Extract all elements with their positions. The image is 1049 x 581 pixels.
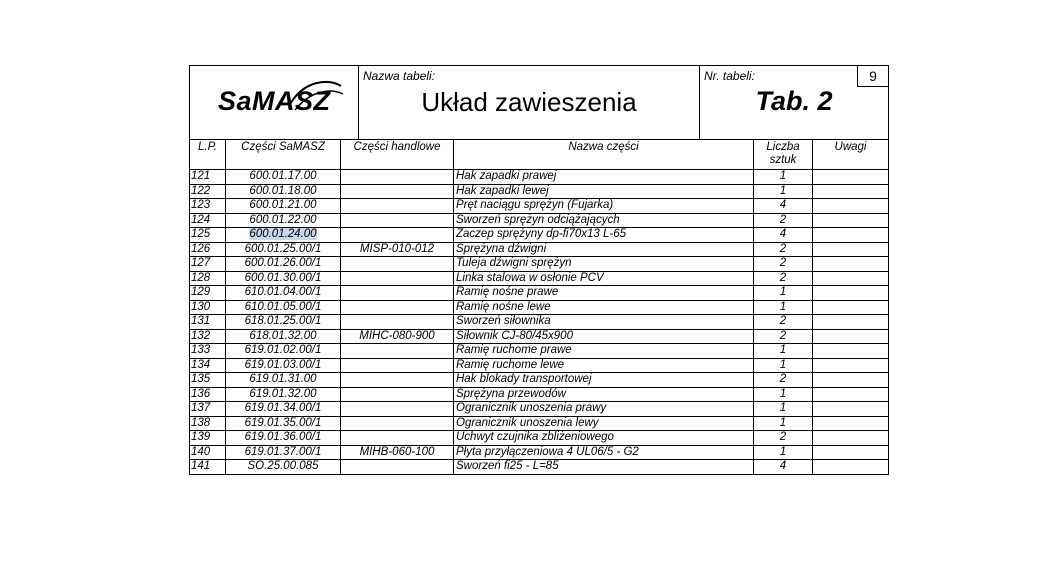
table-name-cell (359, 66, 700, 140)
cell-samasz-text: 619.01.36.00/1 (244, 431, 322, 444)
cell-liczba-text: 1 (779, 402, 787, 415)
cell-nazwa[interactable] (454, 402, 754, 417)
cell-handlowe[interactable] (341, 184, 454, 199)
cell-handlowe[interactable] (341, 300, 454, 315)
cell-nazwa-text: Pręt naciągu sprężyn (Fujarka) (456, 199, 614, 212)
cell-nazwa-text: Ogranicznik unoszenia lewy (456, 416, 599, 429)
cell-nazwa-text: Hak blokady transportowej (456, 373, 592, 386)
cell-uwagi[interactable] (813, 228, 889, 243)
table-row (190, 445, 889, 460)
cell-nazwa-text: Sprężyna przewodów (456, 387, 566, 400)
cell-lp[interactable] (190, 257, 226, 272)
cell-samasz[interactable] (226, 170, 341, 185)
cell-liczba[interactable] (754, 271, 813, 286)
cell-handlowe[interactable] (341, 387, 454, 402)
cell-nazwa[interactable] (454, 329, 754, 344)
cell-lp[interactable] (190, 213, 226, 228)
header-table (189, 65, 889, 140)
table-row (190, 460, 889, 475)
cell-samasz[interactable] (226, 257, 341, 272)
cell-samasz-text: 600.01.17.00 (249, 170, 317, 183)
table-row (190, 300, 889, 315)
cell-liczba-text: 4 (779, 199, 787, 212)
cell-samasz[interactable] (226, 184, 341, 199)
cell-nazwa-text: Sprężyna dźwigni (456, 242, 547, 255)
cell-samasz-text: 610.01.05.00/1 (244, 300, 322, 313)
table-row (190, 416, 889, 431)
cell-nazwa-text: Ramię ruchome prawe (456, 344, 572, 357)
cell-nazwa[interactable] (454, 300, 754, 315)
cell-nazwa[interactable] (454, 286, 754, 301)
cell-samasz-text: 600.01.30.00/1 (244, 271, 322, 284)
cell-lp-text: 123 (191, 199, 211, 212)
cell-uwagi[interactable] (813, 199, 889, 214)
table-row (190, 329, 889, 344)
cell-nazwa[interactable] (454, 213, 754, 228)
table-row (190, 358, 889, 373)
cell-samasz[interactable] (226, 228, 341, 243)
cell-lp[interactable] (190, 315, 226, 330)
cell-samasz[interactable] (226, 213, 341, 228)
cell-handlowe-text: MIHB-060-100 (359, 445, 435, 458)
page-number: 9 (857, 66, 888, 87)
cell-handlowe[interactable] (341, 242, 454, 257)
cell-uwagi[interactable] (813, 257, 889, 272)
cell-liczba-text: 1 (779, 170, 787, 183)
table-row (190, 228, 889, 243)
cell-samasz[interactable] (226, 358, 341, 373)
cell-liczba[interactable] (754, 286, 813, 301)
table-name: Układ zawieszenia (421, 87, 637, 117)
cell-liczba-text: 1 (779, 300, 787, 313)
cell-lp[interactable] (190, 373, 226, 388)
cell-lp[interactable] (190, 242, 226, 257)
cell-nazwa-text: Ogranicznik unoszenia prawy (456, 402, 607, 415)
col-liczba (754, 140, 813, 170)
cell-samasz-text: 619.01.31.00 (249, 373, 317, 386)
cell-lp[interactable] (190, 170, 226, 185)
cell-liczba[interactable] (754, 416, 813, 431)
table-number-cell (700, 66, 889, 140)
cell-lp[interactable] (190, 460, 226, 475)
cell-lp[interactable] (190, 228, 226, 243)
cell-liczba[interactable] (754, 445, 813, 460)
cell-nazwa-text: Linka stalowa w osłonie PCV (456, 271, 604, 284)
cell-samasz-text: 619.01.35.00/1 (244, 416, 322, 429)
cell-handlowe[interactable] (341, 228, 454, 243)
cell-handlowe[interactable] (341, 445, 454, 460)
cell-handlowe[interactable] (341, 344, 454, 359)
cell-lp-text: 121 (191, 170, 211, 183)
cell-uwagi[interactable] (813, 344, 889, 359)
cell-samasz-text: SO.25.00.085 (247, 460, 319, 473)
cell-liczba[interactable] (754, 257, 813, 272)
cell-lp-text: 138 (191, 416, 211, 429)
cell-uwagi[interactable] (813, 170, 889, 185)
cell-nazwa-text: Płyta przyłączeniowa 4 UL06/5 - G2 (456, 445, 639, 458)
cell-handlowe[interactable] (341, 329, 454, 344)
cell-uwagi[interactable] (813, 300, 889, 315)
cell-samasz-text: 618.01.32.00 (249, 329, 317, 342)
cell-handlowe[interactable] (341, 416, 454, 431)
cell-uwagi[interactable] (813, 242, 889, 257)
cell-lp[interactable] (190, 402, 226, 417)
cell-nazwa-text: Tuleja dźwigni sprężyn (456, 257, 572, 270)
cell-uwagi[interactable] (813, 387, 889, 402)
cell-samasz[interactable] (226, 445, 341, 460)
table-name-caption: Nazwa tabeli: (363, 69, 436, 83)
cell-uwagi[interactable] (813, 315, 889, 330)
cell-lp[interactable] (190, 387, 226, 402)
cell-nazwa[interactable] (454, 358, 754, 373)
cell-samasz-text: 610.01.04.00/1 (244, 286, 322, 299)
cell-liczba-text: 1 (779, 416, 787, 429)
cell-handlowe[interactable] (341, 199, 454, 214)
cell-lp-text: 137 (191, 402, 211, 415)
cell-samasz[interactable] (226, 329, 341, 344)
cell-lp-text: 136 (191, 387, 211, 400)
parts-table (189, 139, 889, 475)
cell-nazwa[interactable] (454, 416, 754, 431)
cell-samasz-text: 619.01.32.00 (249, 387, 317, 400)
cell-liczba-text: 2 (779, 373, 787, 386)
cell-liczba[interactable] (754, 300, 813, 315)
cell-lp-text: 140 (191, 445, 211, 458)
cell-lp[interactable] (190, 199, 226, 214)
col-nazwa: Nazwa części (454, 140, 754, 170)
cell-lp-text: 135 (191, 373, 211, 386)
cell-uwagi[interactable] (813, 431, 889, 446)
cell-liczba-text: 2 (779, 431, 787, 444)
cell-samasz[interactable] (226, 300, 341, 315)
cell-liczba[interactable] (754, 242, 813, 257)
cell-handlowe[interactable] (341, 358, 454, 373)
cell-lp-text: 127 (191, 257, 211, 270)
cell-liczba[interactable] (754, 329, 813, 344)
cell-uwagi[interactable] (813, 402, 889, 417)
cell-liczba[interactable] (754, 184, 813, 199)
parts-sheet (189, 65, 888, 475)
cell-lp-text: 133 (191, 344, 211, 357)
col-handlowe: Części handlowe (341, 140, 454, 170)
cell-liczba-text: 2 (779, 242, 787, 255)
cell-uwagi[interactable] (813, 213, 889, 228)
table-row (190, 242, 889, 257)
cell-lp-text: 141 (191, 460, 211, 473)
cell-samasz[interactable] (226, 373, 341, 388)
cell-liczba-text: 4 (779, 228, 787, 241)
table-row (190, 373, 889, 388)
cell-handlowe[interactable] (341, 402, 454, 417)
cell-nazwa[interactable] (454, 170, 754, 185)
cell-samasz[interactable] (226, 344, 341, 359)
cell-samasz[interactable] (226, 431, 341, 446)
table-row (190, 271, 889, 286)
cell-lp-text: 131 (191, 315, 211, 328)
cell-lp[interactable] (190, 431, 226, 446)
cell-liczba-text: 2 (779, 213, 787, 226)
table-row (190, 387, 889, 402)
cell-handlowe-text: MIHC-080-900 (359, 329, 435, 342)
cell-handlowe-text: MISP-010-012 (359, 242, 435, 255)
cell-uwagi[interactable] (813, 271, 889, 286)
cell-nazwa-text: Sworzeń siłownika (456, 315, 551, 328)
cell-samasz-text: 600.01.25.00/1 (244, 242, 322, 255)
cell-samasz[interactable] (226, 286, 341, 301)
cell-samasz-text: 600.01.21.00 (249, 199, 317, 212)
cell-liczba[interactable] (754, 387, 813, 402)
cell-samasz[interactable] (226, 271, 341, 286)
col-uwagi: Uwagi (813, 140, 889, 170)
table-number-caption: Nr. tabeli: (704, 69, 755, 83)
cell-lp[interactable] (190, 271, 226, 286)
cell-samasz[interactable] (226, 416, 341, 431)
col-lp: L.P. (190, 140, 226, 170)
cell-nazwa[interactable] (454, 242, 754, 257)
cell-liczba-text: 1 (779, 286, 787, 299)
cell-liczba-text: 4 (779, 460, 787, 473)
cell-liczba[interactable] (754, 213, 813, 228)
cell-nazwa-text: Zaczep sprężyny dp-fi70x13 L-65 (456, 228, 627, 241)
cell-liczba[interactable] (754, 373, 813, 388)
table-number: Tab. 2 (755, 86, 833, 116)
cell-liczba-text: 1 (779, 387, 787, 400)
cell-lp-text: 124 (191, 213, 211, 226)
cell-samasz-text: 619.01.02.00/1 (244, 344, 322, 357)
cell-handlowe[interactable] (341, 460, 454, 475)
cell-liczba[interactable] (754, 344, 813, 359)
cell-lp[interactable] (190, 445, 226, 460)
cell-nazwa-text: Ramię ruchome lewe (456, 358, 565, 371)
table-row (190, 257, 889, 272)
cell-lp-text: 139 (191, 431, 211, 444)
cell-nazwa-text: Sworzeń fi25 - L=85 (456, 460, 559, 473)
cell-handlowe[interactable] (341, 315, 454, 330)
cell-lp-text: 128 (191, 271, 211, 284)
cell-samasz[interactable] (226, 199, 341, 214)
cell-nazwa-text: Uchwyt czujnika zbliżeniowego (456, 431, 614, 444)
cell-samasz[interactable] (226, 387, 341, 402)
cell-liczba-text: 2 (779, 329, 787, 342)
cell-handlowe[interactable] (341, 431, 454, 446)
cell-liczba-text: 2 (779, 257, 787, 270)
table-row (190, 286, 889, 301)
cell-nazwa[interactable] (454, 228, 754, 243)
cell-nazwa[interactable] (454, 199, 754, 214)
cell-liczba-text: 2 (779, 315, 787, 328)
cell-nazwa[interactable] (454, 373, 754, 388)
cell-liczba[interactable] (754, 431, 813, 446)
cell-nazwa[interactable] (454, 460, 754, 475)
cell-nazwa[interactable] (454, 257, 754, 272)
cell-lp-text: 130 (191, 300, 211, 313)
cell-lp[interactable] (190, 184, 226, 199)
table-row (190, 213, 889, 228)
cell-uwagi[interactable] (813, 184, 889, 199)
cell-liczba[interactable] (754, 170, 813, 185)
cell-nazwa[interactable] (454, 315, 754, 330)
cell-uwagi[interactable] (813, 358, 889, 373)
table-row (190, 315, 889, 330)
cell-liczba-text: 1 (779, 445, 787, 458)
table-row (190, 344, 889, 359)
cell-handlowe[interactable] (341, 213, 454, 228)
cell-nazwa-text: Siłownik CJ-80/45x900 (456, 329, 573, 342)
cell-lp-text: 125 (191, 228, 211, 241)
cell-lp-text: 132 (191, 329, 211, 342)
cell-liczba[interactable] (754, 315, 813, 330)
cell-uwagi[interactable] (813, 286, 889, 301)
cell-uwagi[interactable] (813, 460, 889, 475)
cell-samasz[interactable] (226, 242, 341, 257)
col-liczba-line2: sztuk (769, 154, 797, 166)
cell-liczba[interactable] (754, 402, 813, 417)
cell-handlowe[interactable] (341, 170, 454, 185)
cell-nazwa[interactable] (454, 271, 754, 286)
cell-nazwa-text: Sworzeń sprężyn odciążających (456, 213, 620, 226)
cell-samasz[interactable] (226, 460, 341, 475)
cell-samasz-text: 618.01.25.00/1 (244, 315, 322, 328)
cell-liczba-text: 1 (779, 184, 787, 197)
cell-lp[interactable] (190, 358, 226, 373)
cell-samasz[interactable] (226, 315, 341, 330)
cell-lp[interactable] (190, 329, 226, 344)
cell-handlowe[interactable] (341, 257, 454, 272)
cell-nazwa[interactable] (454, 344, 754, 359)
cell-samasz[interactable] (226, 402, 341, 417)
cell-samasz-text: 600.01.26.00/1 (244, 257, 322, 270)
col-samasz: Części SaMASZ (226, 140, 341, 170)
table-row (190, 184, 889, 199)
cell-lp[interactable] (190, 344, 226, 359)
cell-liczba[interactable] (754, 228, 813, 243)
cell-liczba[interactable] (754, 199, 813, 214)
cell-nazwa[interactable] (454, 184, 754, 199)
cell-lp-text: 126 (191, 242, 211, 255)
cell-nazwa[interactable] (454, 387, 754, 402)
cell-nazwa[interactable] (454, 445, 754, 460)
cell-nazwa-text: Hak zapadki lewej (456, 184, 549, 197)
cell-samasz-text: 619.01.03.00/1 (244, 358, 322, 371)
table-row (190, 170, 889, 185)
cell-lp[interactable] (190, 300, 226, 315)
cell-uwagi[interactable] (813, 445, 889, 460)
cell-nazwa-text: Ramię nośne lewe (456, 300, 551, 313)
cell-uwagi[interactable] (813, 373, 889, 388)
cell-lp[interactable] (190, 416, 226, 431)
cell-uwagi[interactable] (813, 329, 889, 344)
samasz-logo: SaMASZ (218, 86, 331, 116)
cell-samasz-text: 619.01.34.00/1 (244, 402, 322, 415)
parts-table-body (190, 170, 889, 475)
cell-nazwa-text: Hak zapadki prawej (456, 170, 557, 183)
cell-lp-text: 134 (191, 358, 211, 371)
cell-liczba-text: 1 (779, 358, 787, 371)
cell-lp-text: 122 (191, 184, 211, 197)
cell-liczba-text: 1 (779, 344, 787, 357)
cell-liczba[interactable] (754, 358, 813, 373)
cell-liczba[interactable] (754, 460, 813, 475)
cell-lp-text: 129 (191, 286, 211, 299)
cell-liczba-text: 2 (779, 271, 787, 284)
cell-handlowe[interactable] (341, 286, 454, 301)
cell-lp[interactable] (190, 286, 226, 301)
cell-nazwa-text: Ramię nośne prawe (456, 286, 559, 299)
table-row (190, 199, 889, 214)
cell-nazwa[interactable] (454, 431, 754, 446)
parts-table-header (190, 140, 889, 170)
logo-cell (190, 66, 359, 140)
cell-uwagi[interactable] (813, 416, 889, 431)
cell-samasz-text: 600.01.22.00 (249, 213, 317, 226)
table-row (190, 431, 889, 446)
table-row (190, 402, 889, 417)
col-liczba-line1: Liczba (766, 141, 800, 153)
cell-samasz-text: 619.01.37.00/1 (244, 445, 322, 458)
cell-handlowe[interactable] (341, 271, 454, 286)
cell-handlowe[interactable] (341, 373, 454, 388)
selected-text: 600.01.24.00 (249, 228, 317, 241)
cell-samasz-text: 600.01.18.00 (249, 184, 317, 197)
